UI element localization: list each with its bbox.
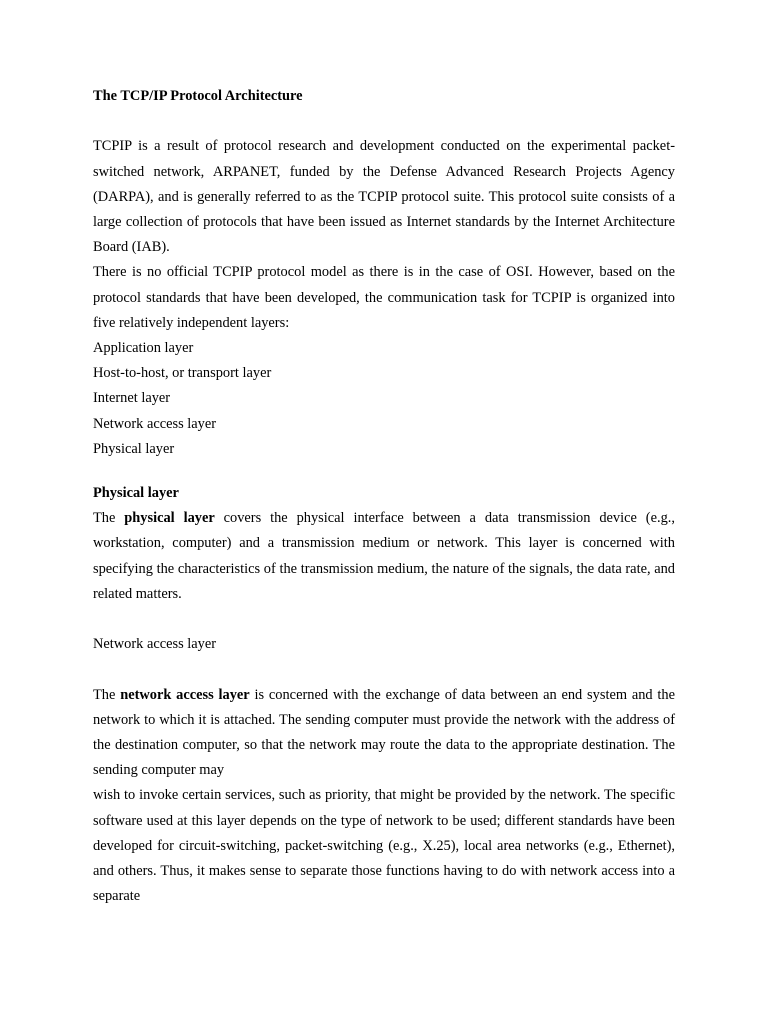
list-item-physical: Physical layer xyxy=(93,440,175,457)
list-item-internet: Internet layer xyxy=(93,390,171,407)
network-access-paragraph xyxy=(93,683,675,784)
model-paragraph: There is no official TCPIP protocol model as there is in the case of OSI. However, based on the protocol standards that have been developed, the communication task for TCPIP is organized into five relatively independent layers: xyxy=(93,264,675,331)
network-term: network access layer xyxy=(120,686,250,703)
network-body-text: is concerned with the exchange of data between an end system and the network to which it is attached. The sending computer must provide the network with the address of the destination computer, so that the network may route the data to the appropriate destination. The sending computer may xyxy=(93,686,675,779)
layer-list xyxy=(93,336,675,462)
physical-layer-paragraph xyxy=(93,506,675,607)
document-body xyxy=(93,84,675,909)
physical-term: physical layer xyxy=(124,510,215,527)
network-access-continuation: wish to invoke certain services, such as priority, that might be provided by the network. The specific software used at this layer depends on the type of network to be used; different standards have been developed for circuit-switching, packet-switching (e.g., X.25), local area networks (e.g., Ethernet), and others. Thus, it makes sense to separate those functions having to do with network access into a separate xyxy=(93,787,675,905)
list-item-transport: Host-to-host, or transport layer xyxy=(93,365,272,382)
list-item-application: Application layer xyxy=(93,340,194,357)
physical-lead-text: The xyxy=(93,510,125,527)
intro-paragraph: TCPIP is a result of protocol research and development conducted on the experimental packet-switched network, ARPANET, funded by the Defense Advanced Research Projects Agency (DARPA), and is generally referred to as the TCPIP protocol suite. This protocol suite consists of a large collection of protocols that have been issued as Internet standards by the Internet Architecture Board (IAB). xyxy=(93,138,675,256)
physical-layer-heading: Physical layer xyxy=(93,485,179,502)
physical-body-text: covers the physical interface between a data transmission device (e.g., workstation, computer) and a transmission medium or network. This layer is concerned with specifying the characteristics of the transmission medium, the nature of the signals, the data rate, and related matters. xyxy=(93,510,675,602)
list-item-network-access: Network access layer xyxy=(93,415,217,432)
document-title: The TCP/IP Protocol Architecture xyxy=(93,88,303,104)
network-access-heading: Network access layer xyxy=(93,636,217,653)
network-lead-text: The xyxy=(93,686,121,703)
